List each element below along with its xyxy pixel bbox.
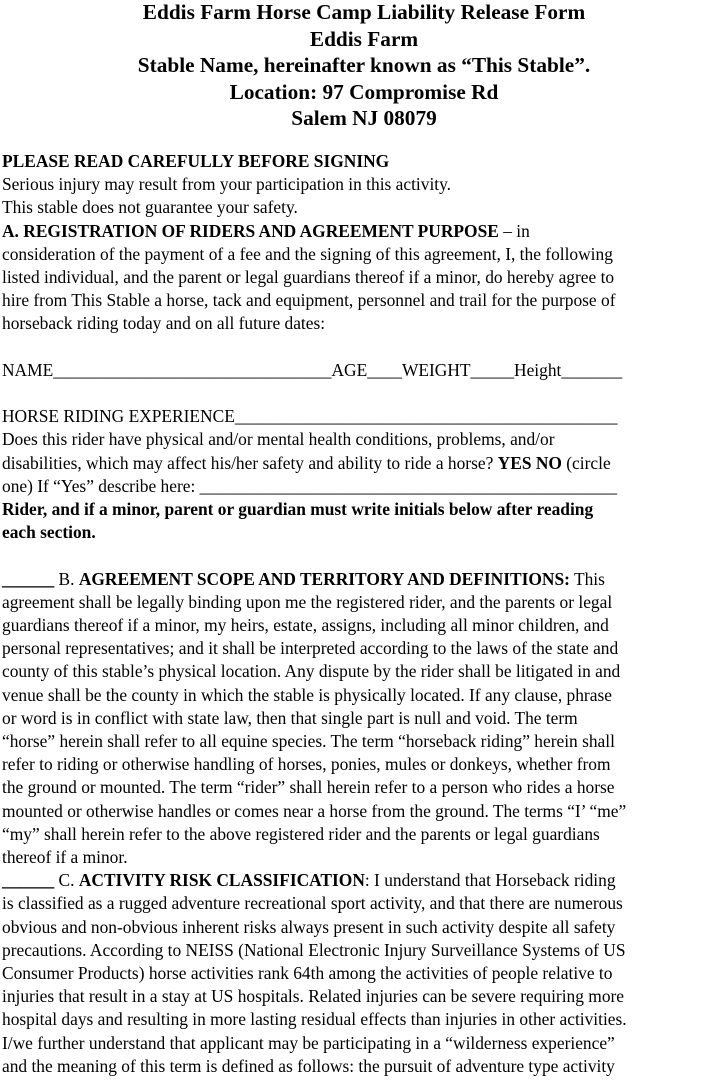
health-question-tail: (circle (561, 452, 611, 473)
section-c-line: I/we further understand that applicant may be participating in a “wilderness experience” (2, 1032, 615, 1053)
section-a-heading-tail: – in (498, 220, 530, 241)
name-age-weight-height-field[interactable]: NAME________________________________AGE____WEIGHT_____Height_______ (2, 359, 623, 380)
section-b-line: agreement shall be legally binding upon me the registered rider, and the parents or legal (2, 591, 613, 612)
section-b-line: mounted or otherwise handles or comes near a horse from the ground. The terms “I’ “me” (2, 800, 627, 821)
location-city: Salem NJ 08079 (291, 106, 437, 131)
safety-disclaimer: This stable does not guarantee your safety. (2, 197, 298, 218)
section-b-line: or word is in conflict with state law, then that single part is null and void. The term (2, 707, 578, 728)
section-b-initials-blank[interactable]: ______ (2, 568, 55, 589)
location-address: Location: 97 Compromise Rd (229, 79, 499, 104)
section-b (2, 568, 726, 870)
section-b-dot: . (70, 568, 79, 589)
section-a-line: horseback riding today and on all future dates: (2, 313, 326, 334)
section-c-line: is classified as a rugged adventure recreational sport activity, and that there are numerous (2, 893, 623, 914)
section-c-line: Consumer Products) horse activities rank 64th among the activities of people relative to (2, 963, 613, 984)
section-c (2, 869, 726, 1078)
section-b-line: venue shall be the county in which the stable is physically located. If any clause, phrase (2, 684, 612, 705)
section-b-line: refer to riding or otherwise handling of horses, ponies, mules or donkeys, whether from (2, 754, 611, 775)
section-c-line: obvious and non-obvious inherent risks always present in such activity despite all safety (2, 916, 616, 937)
section-b-line: personal representatives; and it shall be interpreted according to the laws of the state and (2, 638, 619, 659)
initials-instruction: Rider, and if a minor, parent or guardian must write initials below after reading (2, 498, 594, 519)
section-c-heading: ACTIVITY RISK CLASSIFICATION (78, 870, 365, 891)
section-b-first-tail: This (569, 568, 605, 589)
form-header (2, 0, 726, 132)
section-a-line: consideration of the payment of a fee and the signing of this agreement, I, the following (2, 243, 613, 264)
section-c-initials-blank[interactable]: ______ (2, 870, 55, 891)
health-question-text: disabilities, which may affect his/her safety and ability to ride a horse? (2, 452, 498, 473)
section-c-line: hospital days and resulting in more lasting residual effects than injuries in other activities. (2, 1009, 627, 1030)
form-body (2, 150, 726, 1078)
section-b-line: guardians thereof if a minor, my heirs, estate, assigns, including all minor children, and (2, 614, 609, 635)
stable-name: Stable Name, hereinafter known as “This Stable”. (137, 53, 591, 78)
section-a-line: listed individual, and the parent or legal guardians thereof if a minor, do hereby agree to (2, 266, 615, 287)
section-a (2, 220, 726, 336)
section-c-line: and the meaning of this term is defined as follows: the pursuit of adventure type activity (2, 1055, 615, 1076)
section-b-line: thereof if a minor. (2, 847, 128, 868)
section-b-line: the ground or mounted. The term “rider” shall herein refer to a person who rides a horse (2, 777, 615, 798)
section-c-line: precautions. According to NEISS (National Electronic Injury Surveillance Systems of US (2, 939, 626, 960)
riding-experience-field[interactable]: HORSE RIDING EXPERIENCE____________________________________________ (2, 406, 618, 427)
yes-no-choice[interactable]: YES NO (497, 452, 562, 473)
section-c-first-tail: : I understand that Horseback riding (364, 870, 616, 891)
initials-instruction: each section. (2, 522, 96, 543)
section-c-letter: C (54, 870, 71, 891)
spacer (2, 336, 726, 359)
form-title: Eddis Farm Horse Camp Liability Release Form (142, 0, 586, 24)
section-a-heading: A. REGISTRATION OF RIDERS AND AGREEMENT PURPOSE (2, 220, 499, 241)
read-carefully-warning: PLEASE READ CAREFULLY BEFORE SIGNING (2, 150, 390, 171)
section-a-line: hire from This Stable a horse, tack and equipment, personnel and trail for the purpose of (2, 290, 616, 311)
spacer (2, 382, 726, 405)
section-b-line: “my” shall herein refer to the above registered rider and the parents or legal guardians (2, 823, 600, 844)
injury-warning: Serious injury may result from your participation in this activity. (2, 174, 452, 195)
farm-name: Eddis Farm (309, 26, 419, 51)
section-b-line: “horse” herein shall refer to all equine species. The term “horseback riding” herein shall (2, 731, 615, 751)
section-b-line: county of this stable’s physical location. Any dispute by the rider shall be litigated in and (2, 661, 621, 682)
section-c-dot: . (70, 870, 79, 891)
section-c-line: injuries that result in a stay at US hospitals. Related injuries can be severe requiring more (2, 986, 625, 1007)
health-question-line: Does this rider have physical and/or mental health conditions, problems, and/or (2, 429, 555, 450)
section-b-heading: AGREEMENT SCOPE AND TERRITORY AND DEFINITIONS: (78, 568, 570, 589)
section-b-letter: B (54, 568, 71, 589)
spacer (2, 544, 726, 567)
health-describe-field[interactable]: one) If “Yes” describe here: ________________________________________________ (2, 475, 618, 496)
